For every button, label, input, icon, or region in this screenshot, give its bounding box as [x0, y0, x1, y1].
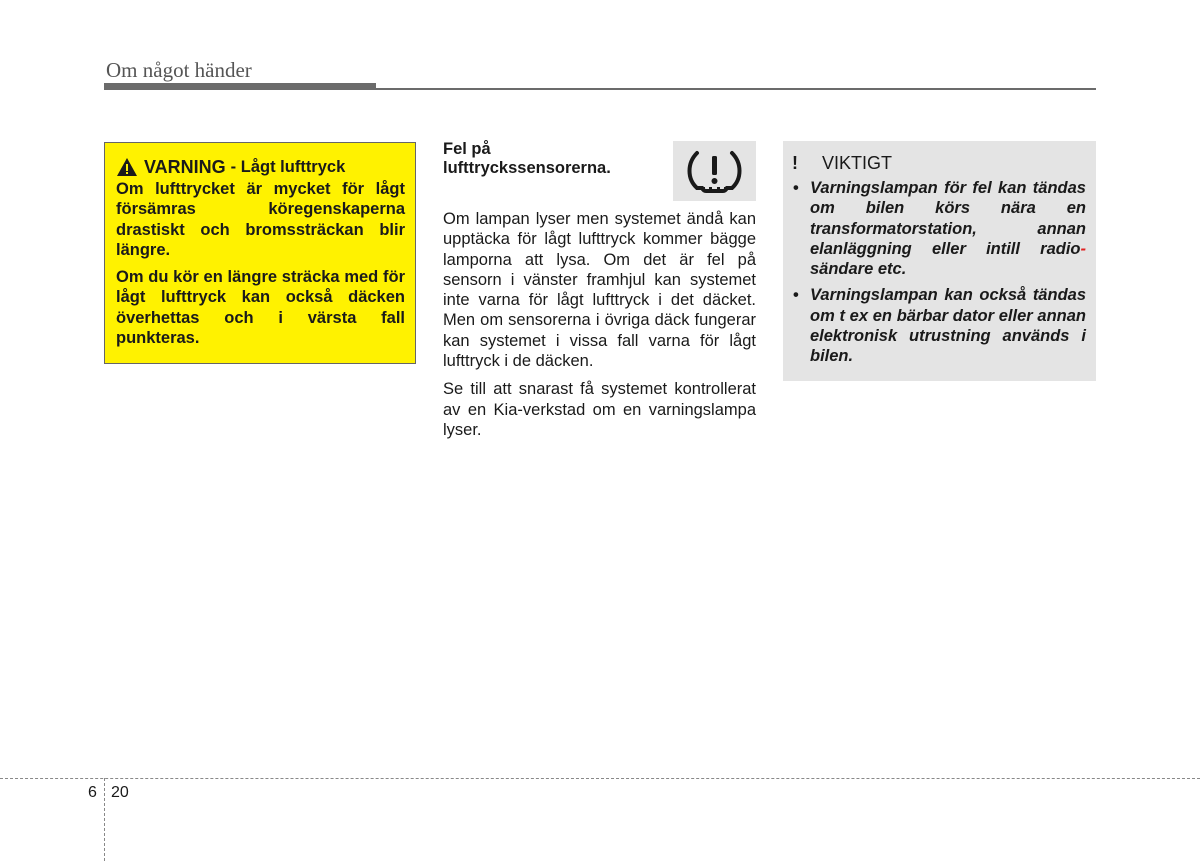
important-box [783, 141, 1096, 381]
exclamation-icon: ! [792, 153, 800, 173]
warning-subtitle: - Lågt lufttryck [230, 158, 346, 176]
important-item-1-text-end: sändare etc. [810, 260, 907, 279]
sensor-paragraph-1: Om lampan lyser men systemet ändå kan upptäcka för lågt lufttryck kommer bägge lamporna att lysa. Om det är fel på sensorn i vänster framhjul kan systemet inte varna för lågt lufttryck i det däcket. Men om sensorerna i övriga däck fungerar kan systemet i vissa fall varna för lågt lufttryck i de däcken. [443, 210, 756, 371]
important-item-1-text: Varningslampan för fel kan tändas om bilen körs nära en transformatorstation, annan elanläggning eller intill radio [810, 179, 1086, 258]
hyphen-mark: - [1080, 239, 1086, 258]
important-item-2 [792, 285, 1086, 366]
sensor-section-body [443, 209, 756, 448]
sensor-section-title: Fel på lufttryckssensorerna. [443, 140, 611, 177]
footer-vertical-divider [104, 778, 105, 861]
important-list [792, 178, 1086, 367]
warning-label: VARNING [144, 157, 226, 177]
important-title: VIKTIGT [822, 153, 893, 173]
footer-divider [0, 778, 1200, 779]
sensor-paragraph-2: Se till att snarast få systemet kontrollerat av en Kia-verkstad om en varningslampa lyser. [443, 380, 756, 439]
warning-box [104, 142, 416, 364]
bullet: • [793, 179, 799, 197]
warning-paragraph-1: Om lufttrycket är mycket för lågt försämras köregenskaperna drastiskt och bromssträckan blir längre. [116, 179, 405, 259]
page-number: 20 [111, 784, 129, 801]
bullet: • [793, 286, 799, 305]
warning-heading [116, 157, 405, 178]
header-rule-thick [104, 83, 376, 90]
header-rule-thin [376, 88, 1096, 90]
warning-paragraph-2: Om du kör en längre sträcka med för lågt lufttryck kan också däcken överhettas och i värsta fall punkteras. [116, 267, 405, 347]
section-number: 6 [88, 784, 97, 801]
important-item-2-text: Varningslampan kan också tändas om t ex en bärbar dator eller annan elektronisk utrustning används i bilen. [810, 286, 1086, 366]
tire-pressure-warning-icon [673, 141, 756, 201]
warning-triangle-icon [116, 157, 138, 177]
important-heading [792, 153, 1086, 174]
important-item-1 [792, 178, 1086, 279]
page-header-title: Om något händer [106, 58, 252, 82]
